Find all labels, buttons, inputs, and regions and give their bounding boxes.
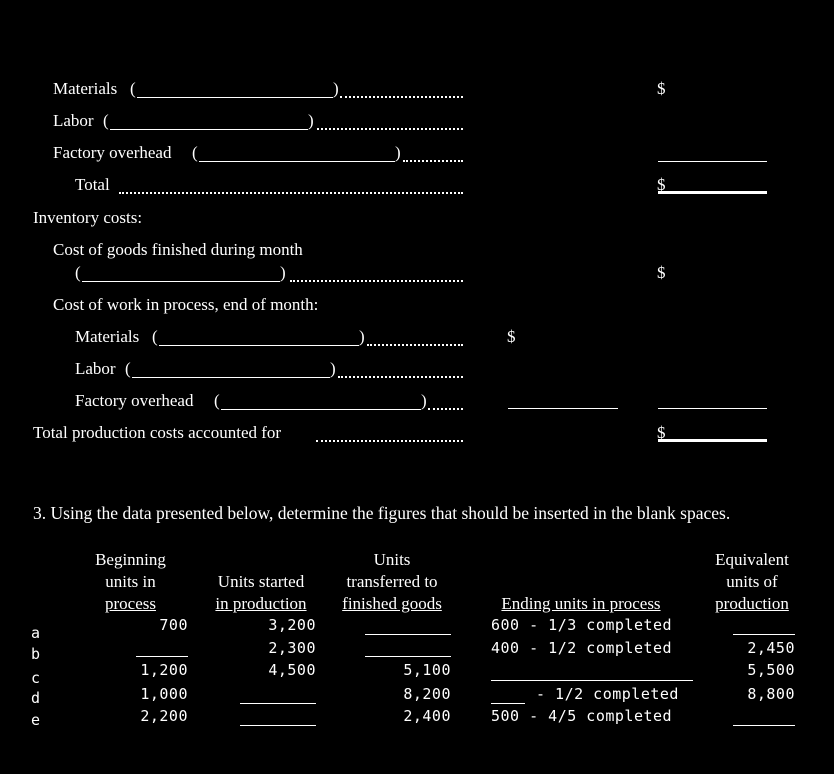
answer-blank-transferred[interactable]: [365, 634, 451, 635]
inventory-costs-label: Inventory costs:: [33, 208, 143, 227]
cell-started: 4,500: [268, 661, 316, 679]
header-transferred-3: finished goods: [342, 594, 442, 613]
factory-overhead-blank[interactable]: [199, 145, 395, 162]
wip-overhead-label: Factory overhead: [75, 391, 194, 410]
header-transferred-1: Units: [373, 550, 411, 569]
cell-transferred: 2,400: [403, 707, 451, 725]
answer-blank-transferred[interactable]: [365, 656, 451, 657]
dollar-sign: $: [657, 175, 666, 194]
header-equiv-3: production: [715, 594, 789, 613]
cell-ending: 600 - 1/3 completed: [491, 616, 673, 634]
cell-transferred: 8,200: [403, 685, 451, 703]
wip-labor-label: Labor: [75, 359, 116, 378]
wip-labor-blank[interactable]: [132, 361, 330, 378]
answer-blank-ending[interactable]: [491, 680, 693, 681]
cell-transferred: 5,100: [403, 661, 451, 679]
cell-ending: 400 - 1/2 completed: [491, 639, 673, 657]
cell-beginning: 2,200: [140, 707, 188, 725]
answer-blank-started[interactable]: [240, 725, 316, 726]
row-label: e: [31, 711, 41, 729]
cell-ending: 500 - 4/5 completed: [491, 707, 673, 725]
header-beginning-2: units in: [105, 572, 156, 591]
materials-label: Materials: [53, 79, 118, 98]
header-started-1: Units started: [217, 572, 305, 591]
header-ending: Ending units in process: [501, 594, 661, 613]
header-beginning-1: Beginning: [95, 550, 166, 569]
row-label: d: [31, 689, 41, 707]
header-equiv-1: Equivalent: [715, 550, 789, 569]
header-equiv-2: units of: [726, 572, 778, 591]
cell-beginning: 1,000: [140, 685, 188, 703]
total-label: Total: [75, 175, 110, 194]
cell-started: 3,200: [268, 616, 316, 634]
labor-label: Labor: [53, 111, 94, 130]
cell-ending: - 1/2 completed: [536, 685, 679, 703]
cell-beginning: 1,200: [140, 661, 188, 679]
row-label: a: [31, 624, 41, 642]
cost-goods-finished-label: Cost of goods finished during month: [53, 240, 303, 259]
labor-blank[interactable]: [110, 113, 308, 130]
answer-blank-ending-units[interactable]: [491, 703, 525, 704]
header-transferred-2: transferred to: [346, 572, 438, 591]
dollar-sign: $: [657, 263, 666, 282]
row-label: b: [31, 645, 41, 663]
cost-wip-end-label: Cost of work in process, end of month:: [53, 295, 319, 314]
header-started-2: in production: [215, 594, 307, 613]
wip-materials-blank[interactable]: [159, 329, 359, 346]
cell-equivalent: 2,450: [747, 639, 795, 657]
answer-blank-beginning[interactable]: [136, 656, 188, 657]
cost-goods-finished-blank[interactable]: [82, 265, 280, 282]
answer-blank-started[interactable]: [240, 703, 316, 704]
wip-overhead-blank[interactable]: [221, 393, 421, 410]
cell-equivalent: 5,500: [747, 661, 795, 679]
row-label: c: [31, 669, 41, 687]
answer-blank-equivalent[interactable]: [733, 725, 795, 726]
answer-blank-equivalent[interactable]: [733, 634, 795, 635]
factory-overhead-label: Factory overhead: [53, 143, 172, 162]
problem-instruction: 3. Using the data presented below, determine the figures that should be inserted in the blank spaces.: [33, 503, 731, 523]
wip-materials-label: Materials: [75, 327, 140, 346]
dollar-sign: $: [657, 79, 666, 98]
cell-started: 2,300: [268, 639, 316, 657]
dollar-sign: $: [507, 327, 516, 346]
header-beginning-3: process: [105, 594, 156, 613]
materials-blank[interactable]: [137, 81, 333, 98]
dollar-sign: $: [657, 423, 666, 442]
cell-equivalent: 8,800: [747, 685, 795, 703]
total-accounted-label: Total production costs accounted for: [33, 423, 282, 442]
cell-beginning: 700: [159, 616, 188, 634]
